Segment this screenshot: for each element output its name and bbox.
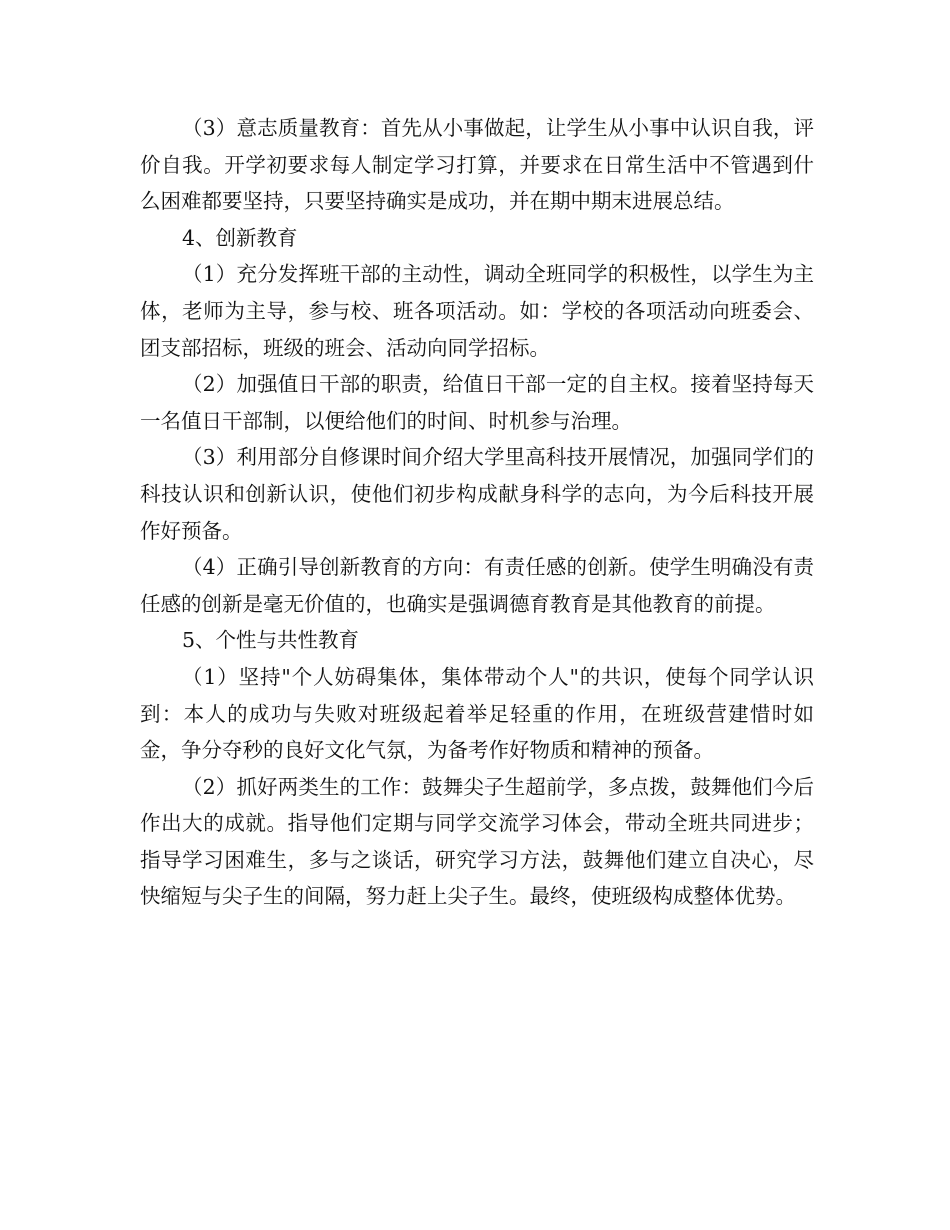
paragraph-4-4: （4）正确引导创新教育的方向：有责任感的创新。使学生明确没有责任感的创新是毫无价值的，也确实是强调德育教育是其他教育的前提。 [140,555,814,616]
paragraph-4-1: （1）充分发挥班干部的主动性，调动全班同学的积极性，以学生为主体，老师为主导，参与校、班各项活动。如：学校的各项活动向班委会、团支部招标，班级的班会、活动向同学招标。 [140,262,814,360]
paragraph-4-2: （2）加强值日干部的职责，给值日干部一定的自主权。接着坚持每天一名值日干部制，以便给他们的时间、时机参与治理。 [140,372,814,433]
section-heading-4: 4、创新教育 [182,225,298,250]
document-body [140,110,814,915]
paragraph-5-2: （2）抓好两类生的工作：鼓舞尖子生超前学，多点拨，鼓舞他们今后作出大的成就。指导他们定期与同学交流学习体会，带动全班共同进步；指导学习困难生，多与之谈话，研究学习方法，鼓舞他们建立自决心，尽快缩短与尖子生的间隔，努力赶上尖子生。最终，使班级构成整体优势。 [140,774,814,909]
section-heading-5: 5、个性与共性教育 [182,628,360,653]
paragraph-5-1: （1）坚持"个人妨碍集体，集体带动个人"的共识，使每个同学认识到：本人的成功与失败对班级起着举足轻重的作用，在班级营建惜时如金，争分夺秒的良好文化气氛，为备考作好物质和精神的预备。 [140,664,814,763]
paragraph-3-3: （3）意志质量教育：首先从小事做起，让学生从小事中认识自我，评价自我。开学初要求每人制定学习打算，并要求在日常生活中不管遇到什么困难都要坚持，只要坚持确实是成功，并在期中期末进展总结。 [140,116,814,214]
paragraph-4-3: （3）利用部分自修课时间介绍大学里高科技开展情况，加强同学们的科技认识和创新认识，使他们初步构成献身科学的志向，为今后科技开展作好预备。 [140,445,814,543]
